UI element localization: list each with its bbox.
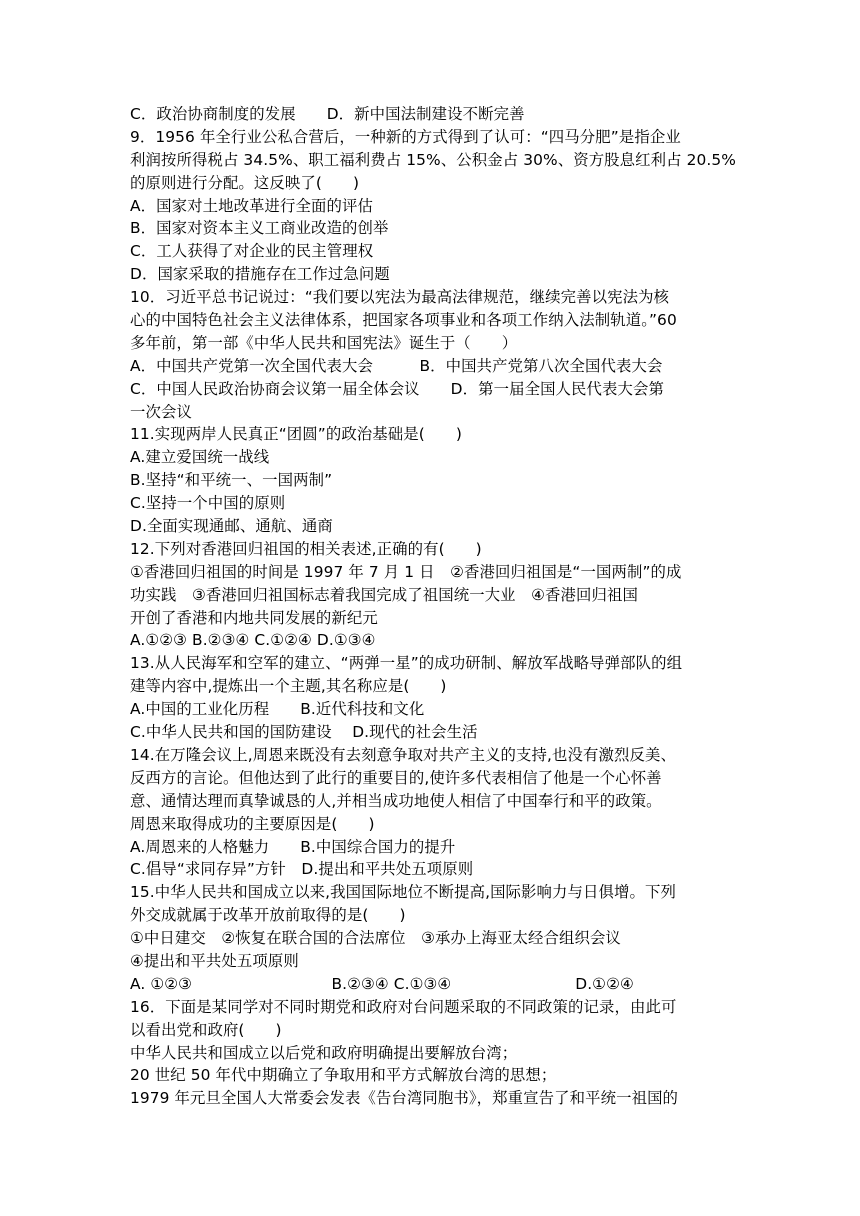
- text-line: ①香港回归祖国的时间是 1997 年 7 月 1 日 ②香港回归祖国是“一国两制”的成: [130, 562, 682, 581]
- document-page: [130, 103, 737, 1110]
- text-line: ④提出和平共处五项原则: [130, 951, 299, 970]
- option-d: D.全面实现通邮、通航、通商: [130, 517, 333, 536]
- text-line: 开创了香港和内地共同发展的新纪元: [130, 608, 378, 627]
- text-line: 20 世纪 50 年代中期确立了争取用和平方式解放台湾的思想；: [130, 1066, 557, 1085]
- question-15-stem: 15.中华人民共和国成立以来,我国国际地位不断提高,国际影响力与日俱增。下列: [130, 883, 676, 902]
- text-line: 外交成就属于改革开放前取得的是( ): [130, 906, 406, 925]
- question-9-stem: 9．1956 年全行业公私合营后，一种新的方式得到了认可：“四马分肥”是指企业: [130, 127, 681, 146]
- option-a: A．国家对土地改革进行全面的评估: [130, 196, 373, 215]
- text-line: 功实践 ③香港回归祖国标志着我国完成了祖国统一大业 ④香港回归祖国: [130, 585, 639, 604]
- option-b: B．国家对资本主义工商业改造的创举: [130, 219, 389, 238]
- options-line: A.①②③ B.②③④ C.①②④ D.①③④: [130, 631, 376, 650]
- text-line: ①中日建交 ②恢复在联合国的合法席位 ③承办上海亚太经合组织会议: [130, 929, 621, 948]
- options-line: A．中国共产党第一次全国代表大会 B．中国共产党第八次全国代表大会: [130, 356, 663, 375]
- options-line: A.周恩来的人格魅力 B.中国综合国力的提升: [130, 837, 456, 856]
- text-line: 反西方的言论。但他达到了此行的重要目的,使许多代表相信了他是一个心怀善: [130, 768, 662, 787]
- text-line: C．政治协商制度的发展 D．新中国法制建设不断完善: [130, 105, 525, 123]
- text-line: 建等内容中,提炼出一个主题,其名称应是( ): [130, 677, 447, 696]
- options-line: C．中国人民政治协商会议第一届全体会议 D．第一届全国人民代表大会第: [130, 379, 664, 398]
- question-13-stem: 13.从人民海军和空军的建立、“两弹一星”的成功研制、解放军战略导弹部队的组: [130, 654, 683, 673]
- question-11-stem: 11.实现两岸人民真正“团圆”的政治基础是( ): [130, 425, 462, 444]
- question-14-stem: 14.在万隆会议上,周恩来既没有去刻意争取对共产主义的支持,也没有激烈反美、: [130, 745, 676, 764]
- text-line: 利润按所得税占 34.5%、职工福利费占 15%、公积金占 30%、资方股息红利占 20.5%: [130, 150, 737, 169]
- options-line: C.倡导“求同存异”方针 D.提出和平共处五项原则: [130, 860, 474, 879]
- text-line: 1979 年元旦全国人大常委会发表《告台湾同胞书》，郑重宣告了和平统一祖国的: [130, 1089, 679, 1108]
- option-d: D．国家采取的措施存在工作过急问题: [130, 265, 390, 284]
- text-line: 的原则进行分配。这反映了( ): [130, 173, 360, 192]
- text-line: 意、通情达理而真挚诚恳的人,并相当成功地使人相信了中国奉行和平的政策。: [130, 791, 662, 810]
- text-line: 多年前，第一部《中华人民共和国宪法》诞生于（ ）: [130, 333, 518, 352]
- options-line: A.中国的工业化历程 B.近代科技和文化: [130, 700, 425, 719]
- text-line: 心的中国特色社会主义法律体系，把国家各项事业和各项工作纳入法制轨道。”60: [130, 311, 677, 330]
- option-a: A.建立爱国统一战线: [130, 448, 270, 467]
- text-line: 中华人民共和国成立以后党和政府明确提出要解放台湾；: [130, 1043, 518, 1062]
- option-c: C.坚持一个中国的原则: [130, 494, 286, 513]
- text-line: 以看出党和政府( ): [130, 1020, 282, 1039]
- question-12-stem: 12.下列对香港回归祖国的相关表述,正确的有( ): [130, 539, 482, 558]
- question-10-stem: 10．习近平总书记说过：“我们要以宪法为最高法律规范，继续完善以宪法为核: [130, 288, 670, 307]
- option-c: C．工人获得了对企业的民主管理权: [130, 242, 374, 261]
- options-line: C.中华人民共和国的国防建设 D.现代的社会生活: [130, 723, 478, 742]
- text-line: 一次会议: [130, 402, 192, 421]
- text-line: 周恩来取得成功的主要原因是( ): [130, 814, 375, 833]
- option-b: B.坚持“和平统一、一国两制”: [130, 471, 333, 490]
- options-line: A. ①②③ B.②③④ C.①③④ D.①②④: [130, 974, 634, 993]
- question-16-stem: 16．下面是某同学对不同时期党和政府对台问题采取的不同政策的记录，由此可: [130, 997, 677, 1016]
